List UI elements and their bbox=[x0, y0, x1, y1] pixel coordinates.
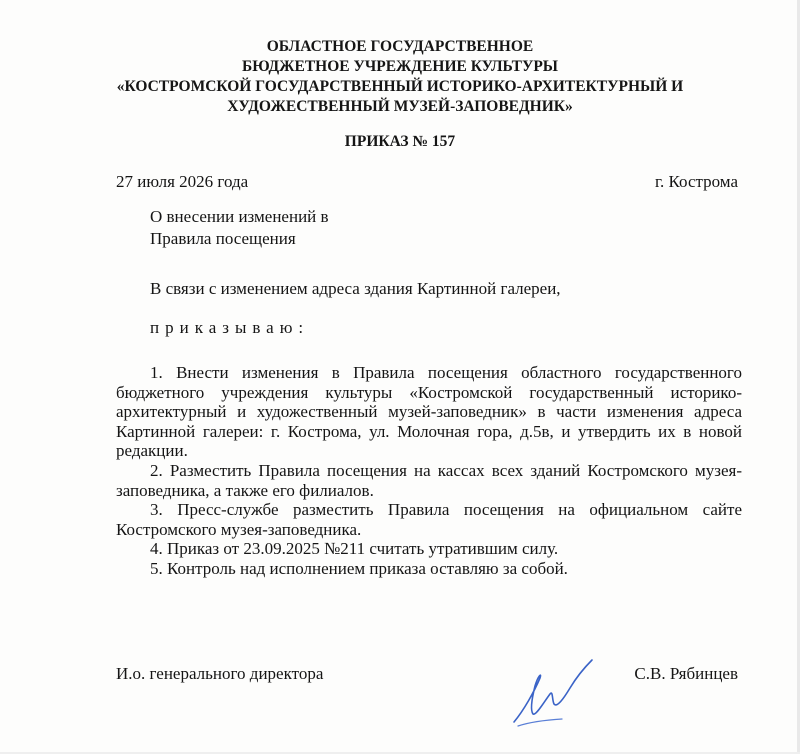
organization-header bbox=[0, 37, 800, 117]
order-item: 2. Разместить Правила посещения на кассах всех зданий Костромского музея-заповедника, а также его филиалов. bbox=[116, 460, 742, 500]
order-date: 27 июля 2026 года bbox=[116, 172, 249, 191]
order-item: 5. Контроль над исполнением приказа оставляю за собой. bbox=[150, 558, 568, 578]
header-line-3: «КОСТРОМСКОЙ ГОСУДАРСТВЕННЫЙ ИСТОРИКО-АРХИТЕКТУРНЫЙ И bbox=[116, 78, 684, 95]
signatory-position: И.о. генерального директора bbox=[116, 664, 324, 683]
order-item: 4. Приказ от 23.09.2025 №211 считать утратившим силу. bbox=[150, 539, 559, 559]
order-title: ПРИКАЗ № 157 bbox=[344, 133, 456, 150]
order-items bbox=[116, 363, 742, 579]
order-item: 1. Внести изменения в Правила посещения областного государственного бюджетного учреждения культуры «Костромской государственный историко-архитектурный и художественный музей-заповедник» в части изменения адреса Картинной галереи: г. Кострома, ул. Молочная гора, д.5в, и утвердить их в новой редакции. bbox=[116, 363, 742, 461]
signatory-name: С.В. Рябинцев bbox=[634, 664, 738, 683]
subject-line-1: О внесении изменений в bbox=[150, 207, 329, 226]
handwritten-signature bbox=[500, 650, 600, 730]
subject-line-2: Правила посещения bbox=[150, 229, 296, 248]
header-line-4: ХУДОЖЕСТВЕННЫЙ МУЗЕЙ-ЗАПОВЕДНИК» bbox=[227, 98, 573, 115]
header-line-2: БЮДЖЕТНОЕ УЧРЕЖДЕНИЕ КУЛЬТУРЫ bbox=[241, 58, 559, 75]
preamble: В связи с изменением адреса здания Картинной галереи, bbox=[150, 279, 561, 298]
order-word: приказываю: bbox=[150, 318, 310, 337]
order-item: 3. Пресс-службе разместить Правила посещения на официальном сайте Костромского музея-заповедника. bbox=[116, 500, 742, 539]
order-city: г. Кострома bbox=[654, 172, 738, 191]
header-line-1: ОБЛАСТНОЕ ГОСУДАРСТВЕННОЕ bbox=[266, 38, 534, 55]
order-subject bbox=[150, 206, 329, 250]
